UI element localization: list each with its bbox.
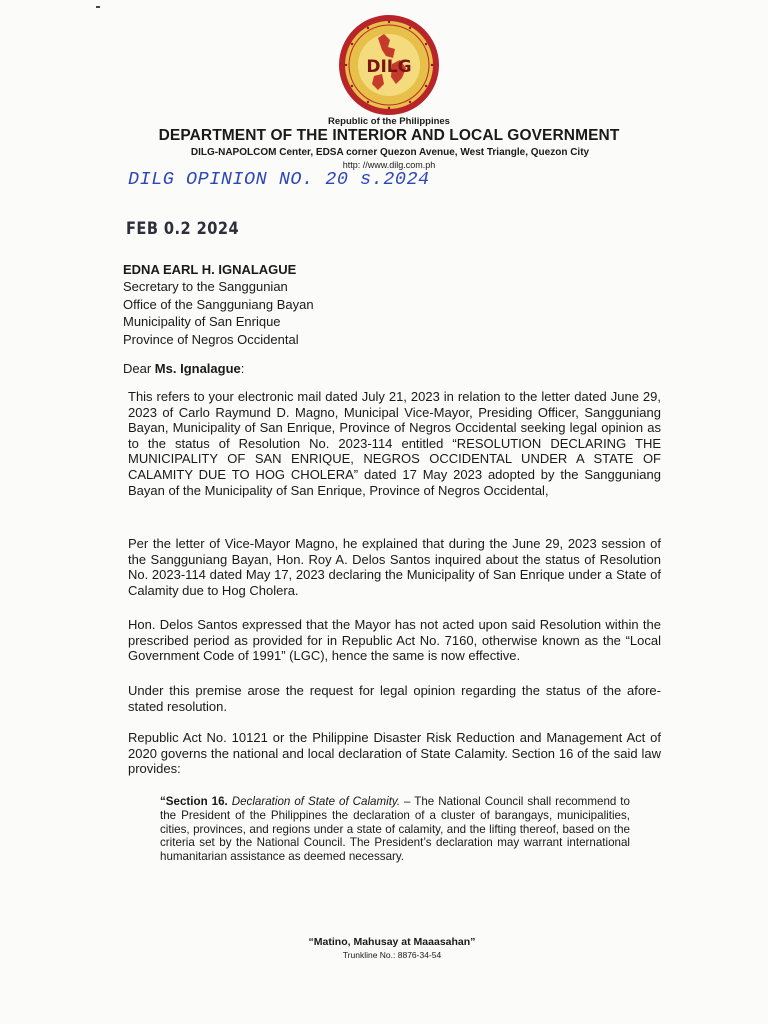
section-16-quote	[160, 795, 630, 864]
addressee-title: Secretary to the Sanggunian	[123, 279, 288, 295]
department-website: http: //www.dilg.com.ph	[342, 160, 436, 170]
republic-label: Republic of the Philippines	[328, 116, 450, 127]
date-stamp: FEB 0.2 2024	[126, 219, 240, 239]
addressee-name: EDNA EARL H. IGNALAGUE	[123, 262, 297, 277]
salutation-suffix: :	[240, 361, 245, 376]
paragraph-3: Hon. Delos Santos expressed that the Mayor has not acted upon said Resolution within the prescribed period as provided for in Republic Act No. 7160, otherwise known as the “Local Government Code of 1991” (LGC), hence the same is now effective.	[128, 617, 661, 664]
department-address: DILG-NAPOLCOM Center, EDSA corner Quezon Avenue, West Triangle, Quezon City	[190, 147, 590, 158]
salutation-name: Ms. Ignalague	[154, 361, 241, 376]
salutation-prefix: Dear	[123, 361, 155, 376]
quote-heading: Declaration of State of Calamity.	[231, 795, 401, 808]
quote-body: – The National Council shall recommend to the President of the Philippines the declaration of a cluster of barangays, municipalities, cities, provinces, and regions under a state of calamity, and the lifting thereof, based on the criteria set by the National Council. The President’s declaration may warrant international humanitarian assistance as deemed necessary.	[160, 795, 630, 864]
seal-text: DILG	[366, 57, 412, 77]
paragraph-4: Under this premise arose the request for legal opinion regarding the status of the afore-stated resolution.	[128, 683, 661, 714]
paragraph-1: This refers to your electronic mail dated July 21, 2023 in relation to the letter dated June 29, 2023 of Carlo Raymund D. Magno, Municipal Vice-Mayor, Presiding Officer, Sangguniang Bayan, Municipality of San Enrique, Province of Negros Occidental seeking legal opinion as to the status of Resolution No. 2023-114 entitled “RESOLUTION DECLARING THE MUNICIPALITY OF SAN ENRIQUE, NEGROS OCCIDENTAL UNDER A STATE OF CALAMITY DUE TO HOG CHOLERA” dated 17 May 2023 adopted by the Sangguniang Bayan of the Municipality of San Enrique, Province of Negros Occidental,	[128, 389, 661, 498]
addressee-province: Province of Negros Occidental	[123, 331, 299, 347]
dilg-seal-logo	[338, 14, 440, 116]
footer-trunkline: Trunkline No.: 8876-34-54	[342, 950, 442, 960]
addressee-office: Office of the Sangguniang Bayan	[123, 296, 314, 312]
salutation	[123, 361, 244, 376]
department-name: DEPARTMENT OF THE INTERIOR AND LOCAL GOVERNMENT	[158, 127, 620, 144]
opinion-number: DILG OPINION NO. 20 s.2024	[128, 169, 430, 190]
addressee-municipality: Municipality of San Enrique	[123, 314, 281, 330]
addressee-block	[123, 261, 314, 348]
scan-mark	[96, 6, 100, 8]
paragraph-5: Republic Act No. 10121 or the Philippine Disaster Risk Reduction and Management Act of 2020 governs the national and local declaration of State Calamity. Section 16 of the said law provides:	[128, 730, 661, 777]
footer-motto: “Matino, Mahusay at Maaasahan”	[308, 936, 476, 948]
quote-section-number: “Section 16.	[160, 795, 228, 808]
paragraph-2: Per the letter of Vice-Mayor Magno, he explained that during the June 29, 2023 session of the Sangguniang Bayan, Hon. Roy A. Delos Santos inquired about the status of Resolution No. 2023-114 dated May 17, 2023 declaring the Municipality of San Enrique under a State of Calamity due to Hog Cholera.	[128, 536, 661, 598]
